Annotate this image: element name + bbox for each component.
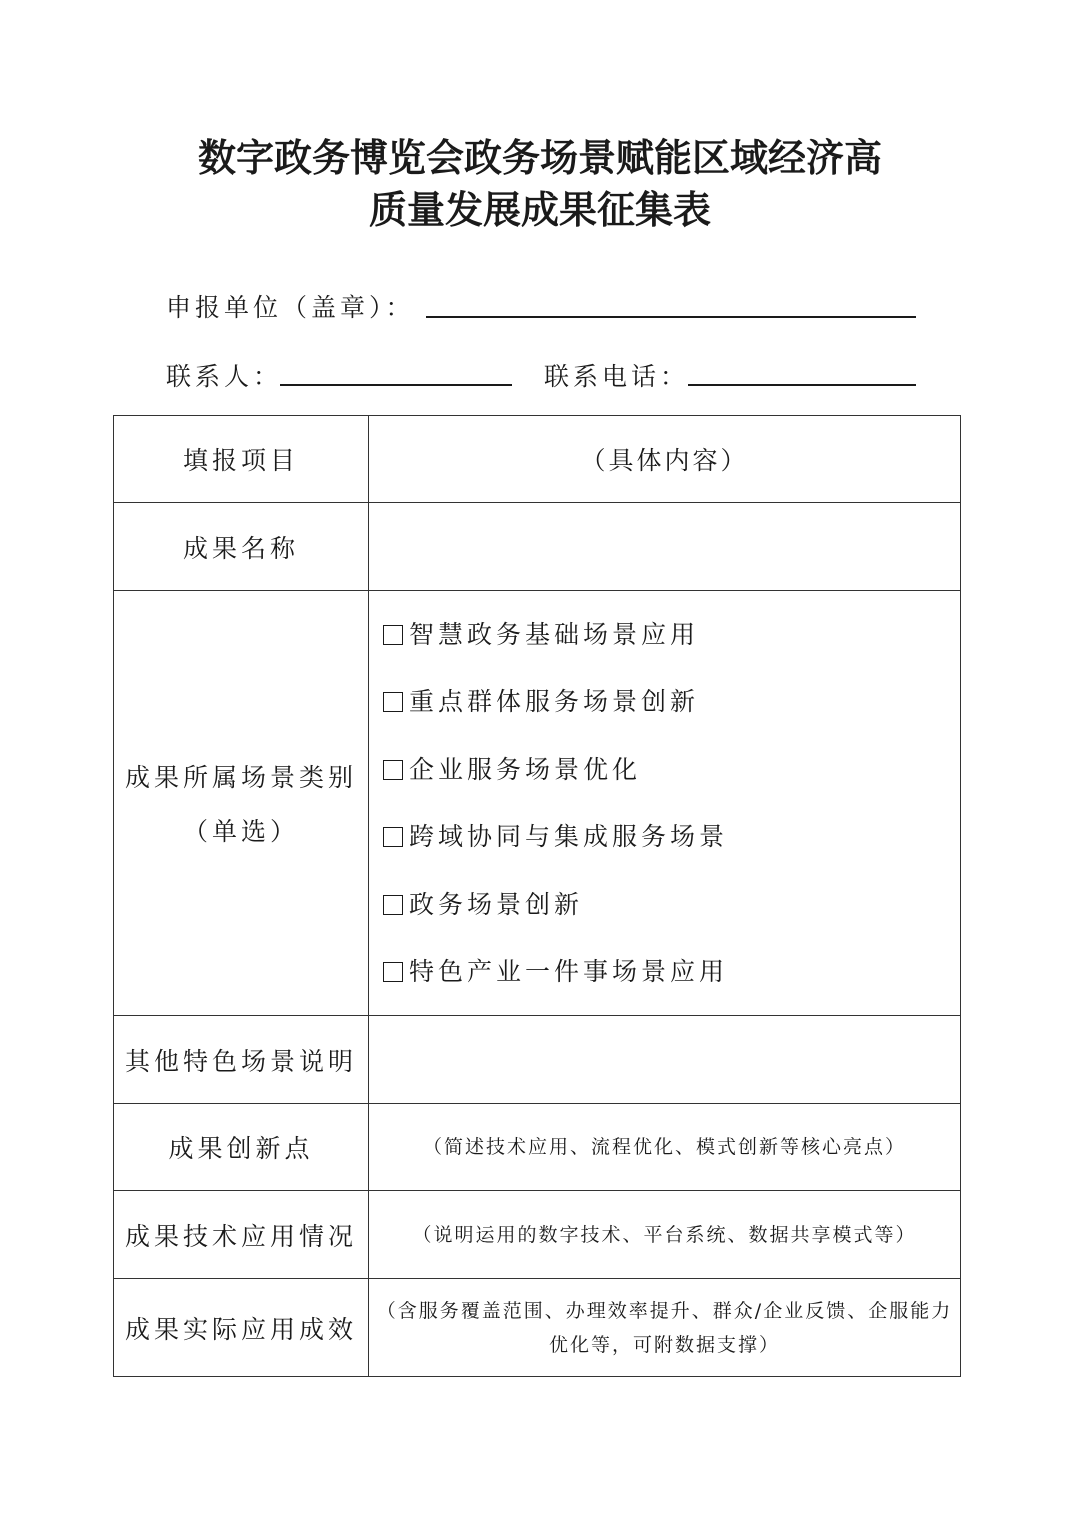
- category-label: 成果所属场景类别: [124, 763, 357, 792]
- table-row-category: [114, 591, 961, 1016]
- effect-hint[interactable]: （含服务覆盖范围、办理效率提升、群众/企业反馈、企服能力优化等，可附数据支撑）: [369, 1279, 961, 1377]
- phone-label: 联系电话：: [544, 362, 690, 391]
- category-option[interactable]: [383, 803, 960, 871]
- checkbox[interactable]: [383, 962, 403, 982]
- checkbox[interactable]: [383, 625, 403, 645]
- option-label: 政务场景创新: [409, 889, 584, 919]
- category-sublabel: （单选）: [182, 817, 299, 846]
- checkbox[interactable]: [383, 692, 403, 712]
- table-row-innovation: [114, 1104, 961, 1191]
- table-row-tech: [114, 1191, 961, 1279]
- unit-input-line[interactable]: [426, 316, 916, 318]
- category-option-list: [369, 601, 960, 1006]
- table-row-other: [114, 1016, 961, 1104]
- option-label: 跨域协同与集成服务场景: [409, 822, 729, 851]
- name-value-cell[interactable]: [369, 503, 961, 591]
- effect-label: 成果实际应用成效: [114, 1279, 369, 1377]
- contact-label: 联系人：: [166, 362, 283, 391]
- submission-form-table: [113, 415, 961, 1377]
- category-option[interactable]: [383, 601, 960, 669]
- category-option[interactable]: [383, 938, 960, 1006]
- tech-hint[interactable]: （说明运用的数字技术、平台系统、数据共享模式等）: [369, 1191, 961, 1279]
- table-row-effect: [114, 1279, 961, 1377]
- option-label: 企业服务场景优化: [409, 754, 642, 784]
- contact-input-line[interactable]: [280, 384, 512, 386]
- category-options-cell: [369, 591, 961, 1016]
- innovation-hint[interactable]: （简述技术应用、流程优化、模式创新等核心亮点）: [369, 1104, 961, 1191]
- header-item-cell: 填报项目: [114, 416, 369, 503]
- other-label: 其他特色场景说明: [114, 1016, 369, 1104]
- category-option[interactable]: [383, 871, 960, 939]
- table-header-row: [114, 416, 961, 503]
- option-label: 特色产业一件事场景应用: [409, 957, 729, 986]
- category-option[interactable]: [383, 668, 960, 736]
- other-value-cell[interactable]: [369, 1016, 961, 1104]
- header-content-cell: （具体内容）: [369, 416, 961, 503]
- category-option[interactable]: [383, 736, 960, 804]
- option-label: 重点群体服务场景创新: [409, 687, 700, 716]
- unit-label: 申报单位（盖章）：: [166, 293, 415, 322]
- table-row-name: [114, 503, 961, 591]
- category-label-cell: [114, 591, 369, 1016]
- name-label: 成果名称: [114, 503, 369, 591]
- phone-input-line[interactable]: [688, 384, 916, 386]
- checkbox[interactable]: [383, 760, 403, 780]
- page-title-line-2: 质量发展成果征集表: [368, 188, 711, 232]
- innovation-label: 成果创新点: [114, 1104, 369, 1191]
- option-label: 智慧政务基础场景应用: [409, 619, 700, 649]
- tech-label: 成果技术应用情况: [114, 1191, 369, 1279]
- checkbox[interactable]: [383, 895, 403, 915]
- page-title-line-1: 数字政务博览会政务场景赋能区域经济高: [197, 136, 882, 180]
- checkbox[interactable]: [383, 827, 403, 847]
